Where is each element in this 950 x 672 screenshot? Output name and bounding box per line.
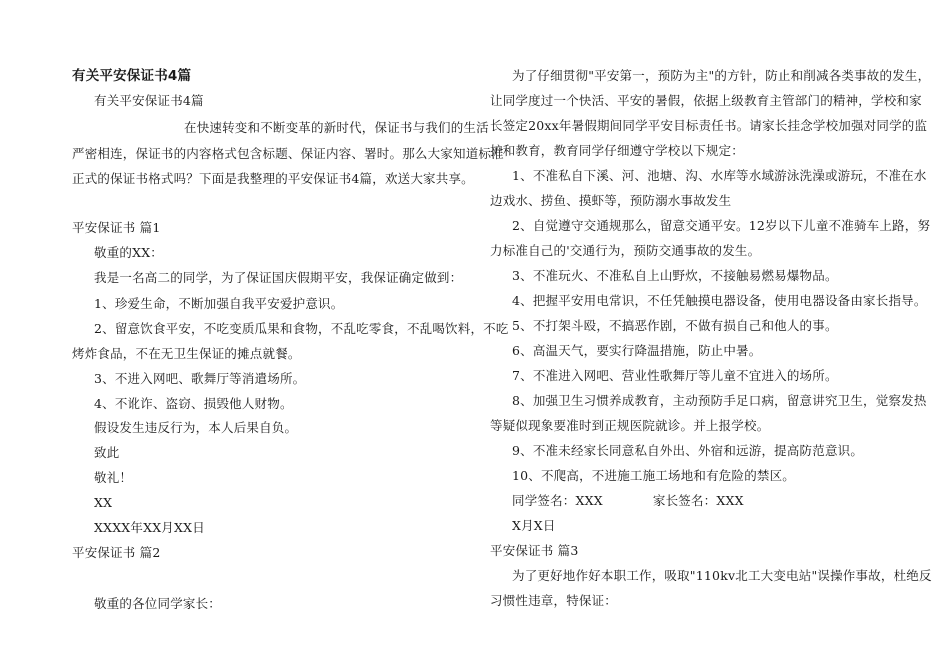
rule-item: 5、不打架斗殴，不搞恶作剧，不做有损自己和他人的事。 [512,318,838,333]
body-line: 烤炸食品，不在无卫生保证的摊点就餐。 [72,346,301,361]
date-line: XXXX年XX月XX日 [94,520,205,535]
rule-item: 边戏水、捞鱼、摸虾等，预防溺水事故发生 [490,193,732,208]
rule-item: 1、不准私自下溪、河、池塘、沟、水库等水域游泳洗澡或游玩，不准在水 [512,168,927,183]
body-line: 3、不进入网吧、歌舞厅等消遣场所。 [94,371,306,386]
closing-line: 敬礼！ [94,470,133,485]
rule-item: 力标准自己的'交通行为，预防交通事故的发生。 [490,243,761,258]
signature-line: 同学签名：XXX 家长签名：XXX [512,493,744,508]
body-line: 为了仔细贯彻"平安第一，预防为主"的方针，防止和削减各类事故的发生， [512,68,931,83]
rule-item: 等疑似现象要准时到正规医院就诊。并上报学校。 [490,418,770,433]
rule-item: 6、高温天气，要实行降温措施，防止中暑。 [512,343,762,358]
section-heading-2: 平安保证书 篇2 [72,545,161,560]
rule-item: 7、不准进入网吧、营业性歌舞厅等儿童不宜进入的场所。 [512,368,838,383]
body-line: 1、珍爱生命，不断加强自我平安爱护意识。 [94,296,344,311]
rule-item: 4、把握平安用电常识，不任凭触摸电器设备，使用电器设备由家长指导。 [512,293,927,308]
body-line: 习惯性违章，特保证： [490,593,618,608]
intro-line: 正式的保证书格式吗？下面是我整理的平安保证书4篇，欢送大家共享。 [72,171,474,186]
rule-item: 10、不爬高，不进施工施工场地和有危险的禁区。 [512,468,796,483]
salutation: 敬重的XX： [94,245,163,260]
body-line: 假设发生违反行为，本人后果自负。 [94,420,298,435]
signature: XX [94,495,113,510]
rule-item: 8、加强卫生习惯养成教育，主动预防手足口病，留意讲究卫生，觉察发热 [512,393,927,408]
rule-item: 9、不准未经家长同意私自外出、外宿和远游，提高防范意识。 [512,443,864,458]
section-heading-1: 平安保证书 篇1 [72,220,161,235]
date-line: X月X日 [512,518,556,533]
document-title: 有关平安保证书4篇 [72,68,192,84]
body-line: 2、留意饮食平安，不吃变质瓜果和食物，不乱吃零食，不乱喝饮料，不吃 [94,321,509,336]
intro-line: 严密相连，保证书的内容格式包含标题、保证内容、署时。那么大家知道标准 [72,146,504,161]
body-line: 长签定20xx年暑假期间同学平安目标责任书。请家长挂念学校加强对同学的监 [490,118,928,133]
body-line: 让同学度过一个快活、平安的暑假，依据上级教育主管部门的精神，学校和家 [490,93,922,108]
body-line: 护和教育，教育同学仔细遵守学校以下规定： [490,143,745,158]
body-line: 我是一名高二的同学，为了保证国庆假期平安，我保证确定做到： [94,270,463,285]
intro-line: 在快速转变和不断变革的新时代，保证书与我们的生活 [184,120,489,135]
rule-item: 3、不准玩火、不准私自上山野炊，不接触易燃易爆物品。 [512,268,838,283]
section-heading-3: 平安保证书 篇3 [490,543,579,558]
rule-item: 2、自觉遵守交通规那么，留意交通平安。12岁以下儿童不准骑车上路，努 [512,218,931,233]
body-line: 4、不讹诈、盗窃、损毁他人财物。 [94,396,293,411]
document-subtitle: 有关平安保证书4篇 [94,93,204,108]
closing-line: 致此 [94,445,120,460]
salutation: 敬重的各位同学家长： [94,596,222,611]
body-line: 为了更好地作好本职工作，吸取"110kv北工大变电站"误操作事故，杜绝反 [512,568,932,583]
